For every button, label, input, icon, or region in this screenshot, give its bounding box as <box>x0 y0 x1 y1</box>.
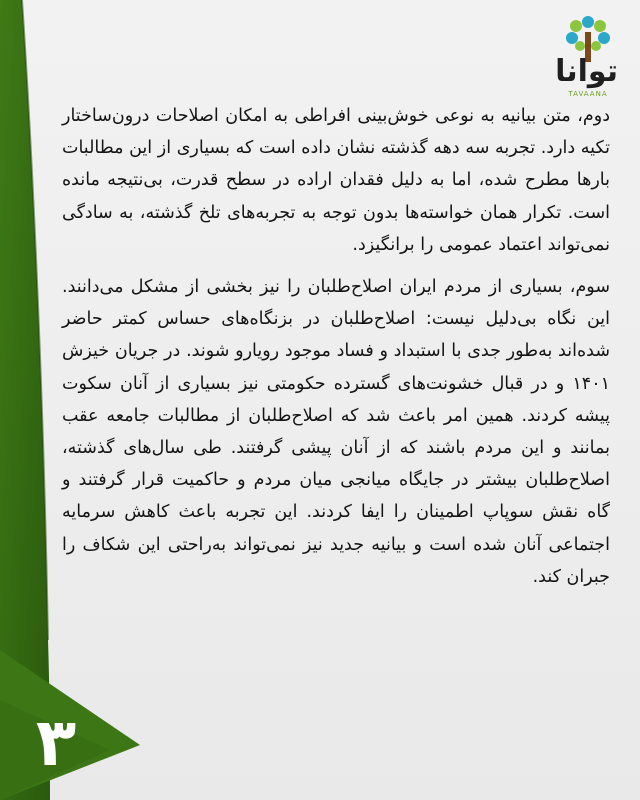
paragraph-third-point: سوم، بسیاری از مردم ایران اصلاح‌طلبان را نیز بخشی از مشکل می‌دانند. این نگاه بی‌دلیل نیست: اصلاح‌طلبان در بزنگاه‌های حساس کمتر حاضر شده‌اند به‌طور جدی با استبداد و فساد موجود رویارو شوند. در جریان خیزش ۱۴۰۱ و در قبال خشونت‌های گسترده حکومتی نیز بسیاری از آنان سکوت پیشه کردند. همین امر باعث شد که اصلاح‌طلبان از مطالبات جامعه عقب بمانند و این مردم باشند که از آنان پیشی گرفتند. طی سال‌های گذشته، اصلاح‌طلبان بیشتر در جایگاه میانجی میان مردم و حاکمیت قرار گرفتند و گاه نقش سوپاپ اطمینان را ایفا کردند. این تجربه باعث کاهش سرمایه اجتماعی آنان شده است و بیانیه جدید نیز نمی‌تواند به‌راحتی این شکاف را جبران کند. <box>62 277 610 587</box>
logo-subtitle: TAVAANA <box>568 90 608 98</box>
paragraph-second-point: دوم، متن بیانیه به نوعی خوش‌بینی افراطی به امکان اصلاحات درون‌ساختار تکیه دارد. تجربه سه دهه گذشته نشان داده است که بسیاری از این مطالبات بارها مطرح شده، اما به دلیل فقدان اراده در سطح قدرت، بی‌نتیجه مانده است. تکرار همان خواسته‌ها بدون توجه به تجربه‌های تلخ گذشته، به سادگی نمی‌تواند اعتماد عمومی را برانگیزد. <box>62 106 610 255</box>
page-number: ۳ <box>35 704 77 781</box>
article-body <box>62 100 610 603</box>
logo-wordmark: توانا <box>555 54 618 89</box>
